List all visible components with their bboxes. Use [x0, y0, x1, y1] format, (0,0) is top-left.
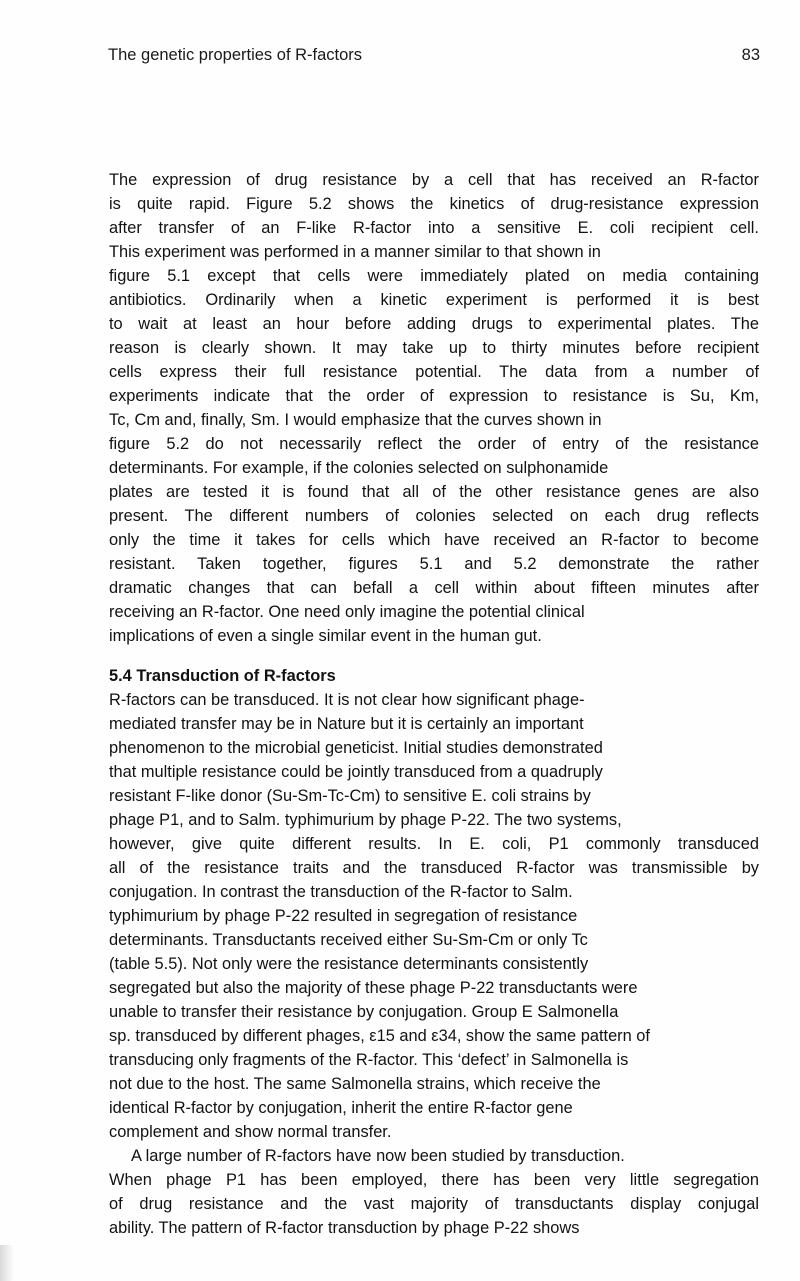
text-line: resistant F-like donor (Su-Sm-Tc-Cm) to sensitive E. coli strains by [109, 787, 591, 805]
section-gap [109, 648, 759, 664]
page-number: 83 [741, 46, 760, 64]
text-line: resistant. Taken together, figures 5.1 and 5.2 demonstrate the rather [109, 555, 759, 573]
text-line: ability. The pattern of R-factor transduction by phage P-22 shows [109, 1219, 580, 1237]
text-line: A large number of R-factors have now been studied by transduction. [131, 1147, 625, 1165]
text-line: Tc, Cm and, finally, Sm. I would emphasize that the curves shown in [109, 411, 602, 429]
text-line: conjugation. In contrast the transduction of the R-factor to Salm. [109, 883, 573, 901]
text-line: after transfer of an F-like R-factor into a sensitive E. coli recipient cell. [109, 219, 759, 237]
text-line: to wait at least an hour before adding drugs to experimental plates. The [109, 315, 759, 333]
text-line: not due to the host. The same Salmonella strains, which receive the [109, 1075, 601, 1093]
text-line: is quite rapid. Figure 5.2 shows the kinetics of drug-resistance expression [109, 195, 759, 213]
text-line: receiving an R-factor. One need only imagine the potential clinical [109, 603, 585, 621]
text-line: (table 5.5). Not only were the resistance determinants consistently [109, 955, 589, 973]
text-line: unable to transfer their resistance by conjugation. Group E Salmonella [109, 1003, 619, 1021]
text-line: experiments indicate that the order of expression to resistance is Su, Km, [109, 387, 759, 405]
text-line: present. The different numbers of colonies selected on each drug reflects [109, 507, 759, 525]
text-line: mediated transfer may be in Nature but it is certainly an important [109, 715, 584, 733]
paragraph-transduction-studies [109, 1144, 759, 1240]
text-line: complement and show normal transfer. [109, 1123, 392, 1141]
text-line: antibiotics. Ordinarily when a kinetic experiment is performed it is best [109, 291, 759, 309]
running-title: The genetic properties of R-factors [108, 46, 363, 64]
body-text [109, 168, 759, 1240]
text-line: all of the resistance traits and the transduced R-factor was transmissible by [109, 859, 759, 877]
section-heading: 5.4 Transduction of R-factors [109, 667, 336, 685]
running-header [108, 46, 760, 74]
paragraph-transduction [109, 688, 759, 1144]
text-line: typhimurium by phage P-22 resulted in segregation of resistance [109, 907, 578, 925]
text-line: figure 5.1 except that cells were immediately plated on media containing [109, 267, 759, 285]
text-line: of drug resistance and the vast majority of transductants display conjugal [109, 1195, 759, 1213]
text-line: phage P1, and to Salm. typhimurium by phage P-22. The two systems, [109, 811, 622, 829]
text-line: that multiple resistance could be jointly transduced from a quadruply [109, 763, 603, 781]
text-line: reason is clearly shown. It may take up to thirty minutes before recipient [109, 339, 759, 357]
paragraph-drug-resistance-expression [109, 168, 759, 648]
scan-edge-shadow [0, 1245, 14, 1281]
text-line: transducing only fragments of the R-factor. This ‘defect’ in Salmonella is [109, 1051, 629, 1069]
text-line: sp. transduced by different phages, ε15 and ε34, show the same pattern of [109, 1027, 650, 1045]
text-line: cells express their full resistance potential. The data from a number of [109, 363, 759, 381]
text-line: dramatic changes that can befall a cell within about fifteen minutes after [109, 579, 759, 597]
text-line: This experiment was performed in a manner similar to that shown in [109, 243, 601, 261]
text-line: phenomenon to the microbial geneticist. Initial studies demonstrated [109, 739, 603, 757]
text-line: determinants. Transductants received either Su-Sm-Cm or only Tc [109, 931, 588, 949]
text-line: figure 5.2 do not necessarily reflect the order of entry of the resistance [109, 435, 759, 453]
text-line: determinants. For example, if the colonies selected on sulphonamide [109, 459, 609, 477]
text-line: The expression of drug resistance by a cell that has received an R-factor [109, 171, 759, 189]
text-line: identical R-factor by conjugation, inherit the entire R-factor gene [109, 1099, 573, 1117]
text-line: segregated but also the majority of these phage P-22 transductants were [109, 979, 638, 997]
text-line: implications of even a single similar event in the human gut. [109, 627, 542, 645]
text-line: plates are tested it is found that all of the other resistance genes are also [109, 483, 759, 501]
text-line: R-factors can be transduced. It is not clear how significant phage- [109, 691, 585, 709]
text-line: only the time it takes for cells which have received an R-factor to become [109, 531, 759, 549]
text-line: however, give quite different results. In E. coli, P1 commonly transduced [109, 835, 759, 853]
text-line: When phage P1 has been employed, there has been very little segregation [109, 1171, 759, 1189]
